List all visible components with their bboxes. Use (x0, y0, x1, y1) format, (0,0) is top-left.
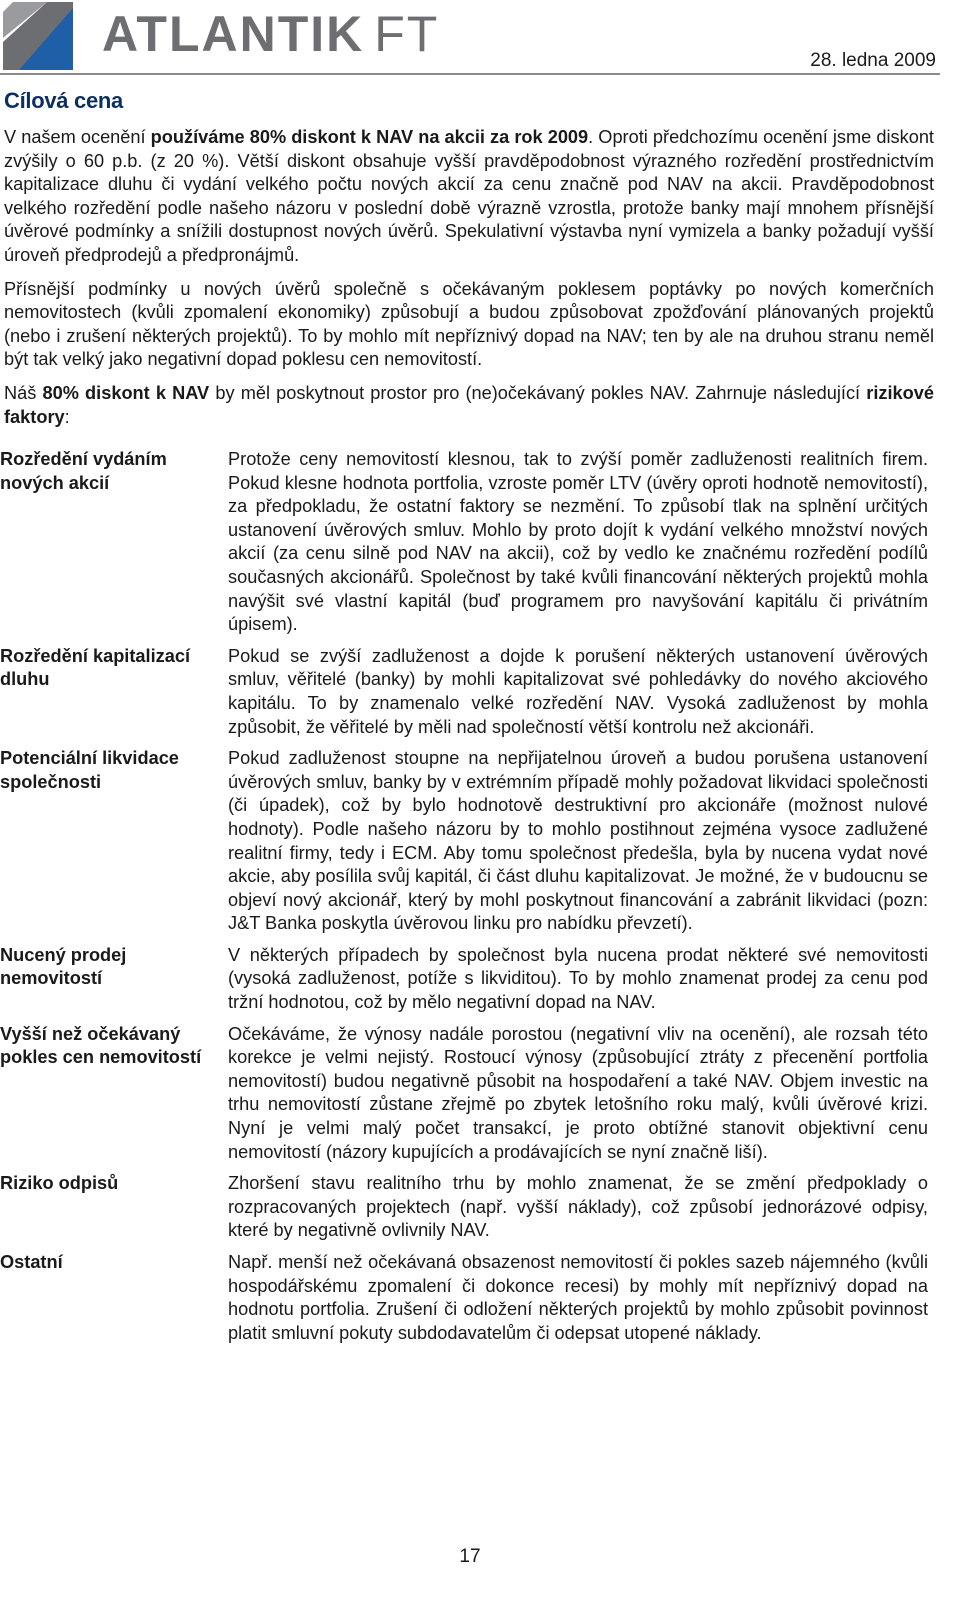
risk-description: Protože ceny nemovitostí klesnou, tak to zvýší poměr zadluženosti realitních firem. Pokud klesne hodnota portfolia, vzroste poměr LTV (úvěry oproti hodnotě nemovitostí), za předpokladu, že ostatní faktory se nezmění. To způsobí tlak na splnění určitých ustanovení úvěrových smluv. Mohlo by proto dojít k vydání velkého množství nových akcií (za cenu silně pod NAV na akcii), což by vedlo ke značnému rozředění podílů současných akcionářů. Společnost by také kvůli financování některých projektů mohla navýšit své vlastní kapitál (buď programem pro navyšování kapitálu či privátním úpisem). (228, 449, 928, 635)
intro-paragraph-1: V našem ocenění používáme 80% diskont k NAV na akcii za rok 2009. Oproti předchozímu ocenění jsme diskont zvýšily o 60 p.b. (z 20 %). Větší diskont obsahuje vyšší pravděpodobnost výrazného rozředění prostřednictvím kapitalizace dluhu či vydání velkého počtu nových akcií za cenu značně pod NAV na akcii. Pravděpodobnost velkého rozředění podle našeho názoru v poslední době výrazně vzrostla, protože banky mají mnohem přísnější úvěrové podmínky a snížili dostupnost nových úvěrů. Spekulativní výstavba nyní vymizela a banky požadují vyšší úroveň předprodejů a předpronájmů. (4, 127, 934, 265)
risk-item (0, 645, 935, 739)
report-date: 28. ledna 2009 (810, 50, 936, 71)
risk-description: V některých případech by společnost byla nucena prodat některé své nemovitosti (vysoká zadluženost, potíže s likviditou). To by mohlo znamenat prodej za cenu pod tržní hodnotou, což by mělo negativní dopad na NAV. (228, 944, 928, 1013)
header-divider (0, 73, 940, 75)
risk-title: Vyšší než očekávaný pokles cen nemovitostí (0, 1023, 202, 1068)
page-header (0, 0, 960, 76)
risk-item (0, 747, 935, 936)
risk-title: Rozředění kapitalizací dluhu (0, 645, 191, 690)
atlantik-logo-wordmark: ATLANTIK FT (102, 6, 440, 62)
risk-title: Potenciální likvidace společnosti (0, 748, 179, 792)
risk-description: Očekáváme, že výnosy nadále porostou (negativní vliv na ocenění), ale rozsah této korekce je velmi nejistý. Rostoucí výnosy (způsobující ztráty z přecenění portfolia nemovitostí) budou negativně působit na hospodaření a také NAV. Objem investic na trhu nemovitostí zůstane zřejmě po zbytek letošního roku malý, kvůli úvěrové krizi. Nyní je velmi malý počet transakcí, je proto obtížné stanovit objektivní cenu nemovitostí (názory kupujících a prodávajících se nyní značně liší). (228, 1023, 928, 1162)
risk-title: Ostatní (0, 1252, 63, 1272)
risk-title: Nucený prodej nemovitostí (0, 944, 127, 989)
intro-text (4, 126, 934, 439)
risk-item (0, 1023, 935, 1165)
atlantik-logo-mark-icon (3, 2, 73, 70)
risk-description: Pokud zadluženost stoupne na nepřijatelnou úroveň a budou porušena ustanovení úvěrových smluv, banky by v extrémním případě mohly požadovat likvidaci společnosti (či úpadek), což by bylo hodnotově destruktivní pro akcionáře (možnost nulové hodnoty). Podle našeho názoru by to mohlo postihnout zejména vysoce zadlužené realitní firmy, tedy i ECM. Aby tomu společnost předešla, byla by nucena vydat nové akcie, aby posílila svůj kapitál, či část dluhu kapitalizovat. Je možné, že v budoucnu se objeví nový akcionář, který by mohl poskytnout financování a zabránit likvidaci (pozn: J&T Banka poskytla úvěrovou linku pro nabídku převzetí). (228, 748, 928, 934)
risk-item (0, 944, 935, 1015)
page-number: 17 (459, 1546, 481, 1567)
risk-description: Např. menší než očekávaná obsazenost nemovitostí či pokles sazeb nájemného (kvůli hospodářskému zpomalení či dokonce recesi) by mohly mít nepříznivý dopad na hodnotu portfolia. Zrušení či odložení některých projektů by mohlo způsobit povinnost platit smluvní pokuty subdodavatelům či odepsat utopené náklady. (228, 1252, 928, 1343)
risk-item (0, 448, 935, 637)
risk-description: Zhoršení stavu realitního trhu by mohlo znamenat, že se změní předpoklady o rozpracovaných projektech (např. vyšší náklady), což způsobí jednorázové odpisy, které by negativně ovlivnily NAV. (228, 1173, 928, 1241)
risk-item (0, 1251, 935, 1345)
section-title: Cílová cena (4, 88, 123, 113)
risk-description: Pokud se zvýší zadluženost a dojde k porušení některých ustanovení úvěrových smluv, věřitelé (banky) by mohli kapitalizovat své pohledávky do nového akciového kapitálu. To by znamenalo velké rozředění NAV. Vysoká zadluženost by mohla způsobit, že věřitelé by měli nad společností větší kontrolu než akcionáři. (228, 645, 928, 737)
risk-item (0, 1172, 935, 1243)
intro-paragraph-2: Přísnější podmínky u nových úvěrů společně s očekávaným poklesem poptávky po nových komerčních nemovitostech (kvůli zpomalení ekonomiky) způsobují a budou způsobovat zpožďování plánovaných projektů (nebo i zrušení některých projektů). To by mohlo mít nepříznivý dopad na NAV; ten by ale na druhou stranu neměl být tak velký jako negativní dopad poklesu cen nemovitostí. (4, 278, 934, 370)
risk-title: Riziko odpisů (0, 1173, 119, 1194)
risk-title: Rozředění vydáním nových akcií (0, 449, 167, 493)
intro-paragraph-3: Náš 80% diskont k NAV by měl poskytnout prostor pro (ne)očekávaný pokles NAV. Zahrnuje následující rizikové faktory: (4, 382, 934, 427)
risk-factors-list (0, 448, 935, 1353)
